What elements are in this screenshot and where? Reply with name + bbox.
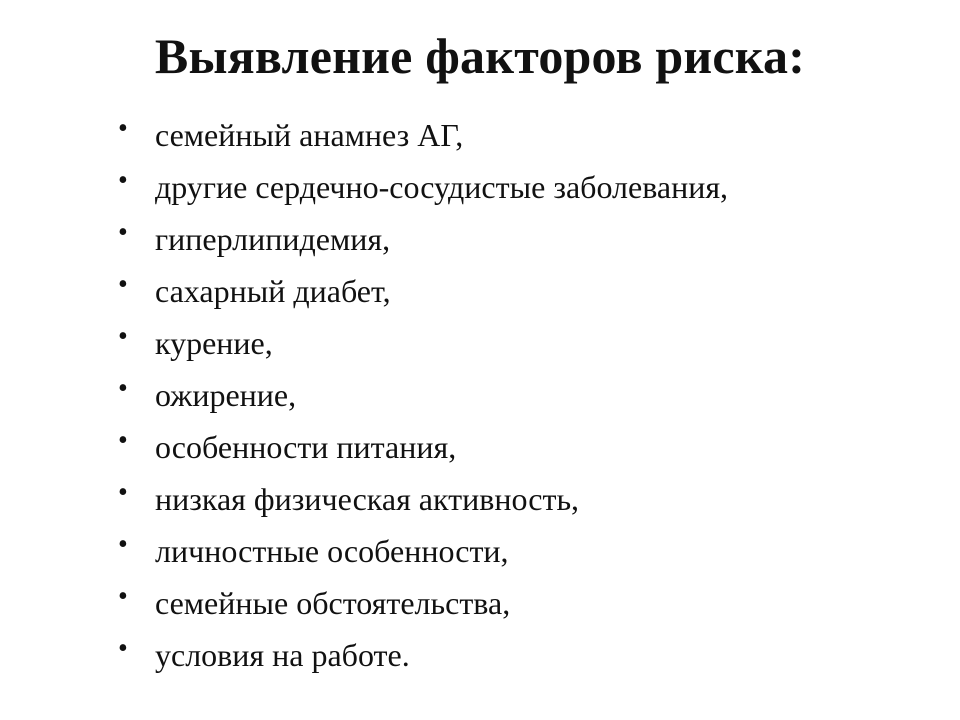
- bullet-icon: •: [118, 165, 128, 196]
- bullet-icon: •: [118, 217, 128, 248]
- list-item-text: низкая физическая активность,: [155, 481, 580, 517]
- list-item-text: личностные особенности,: [155, 533, 509, 569]
- bullet-icon: •: [118, 373, 128, 404]
- list-item-text: гиперлипидемия,: [155, 221, 391, 257]
- list-item-text: сахарный диабет,: [155, 273, 391, 309]
- bullet-icon: •: [118, 425, 128, 456]
- list-item-text: курение,: [155, 325, 273, 361]
- page-title: Выявление факторов риска:: [154, 28, 806, 84]
- bullet-icon: •: [118, 633, 128, 664]
- bullet-icon: •: [118, 477, 128, 508]
- bullet-icon: •: [118, 529, 128, 560]
- list-item-text: особенности питания,: [155, 429, 457, 465]
- list-item-text: ожирение,: [155, 377, 297, 413]
- list-item-text: семейные обстоятельства,: [155, 585, 511, 621]
- list-item-text: условия на работе.: [155, 637, 410, 673]
- bullet-icon: •: [118, 269, 128, 300]
- bullet-icon: •: [118, 113, 128, 144]
- list-item-text: семейный анамнез АГ,: [155, 117, 464, 153]
- bullet-icon: •: [118, 321, 128, 352]
- list-item-text: другие сердечно-сосудистые заболевания,: [155, 169, 729, 205]
- bullet-icon: •: [118, 581, 128, 612]
